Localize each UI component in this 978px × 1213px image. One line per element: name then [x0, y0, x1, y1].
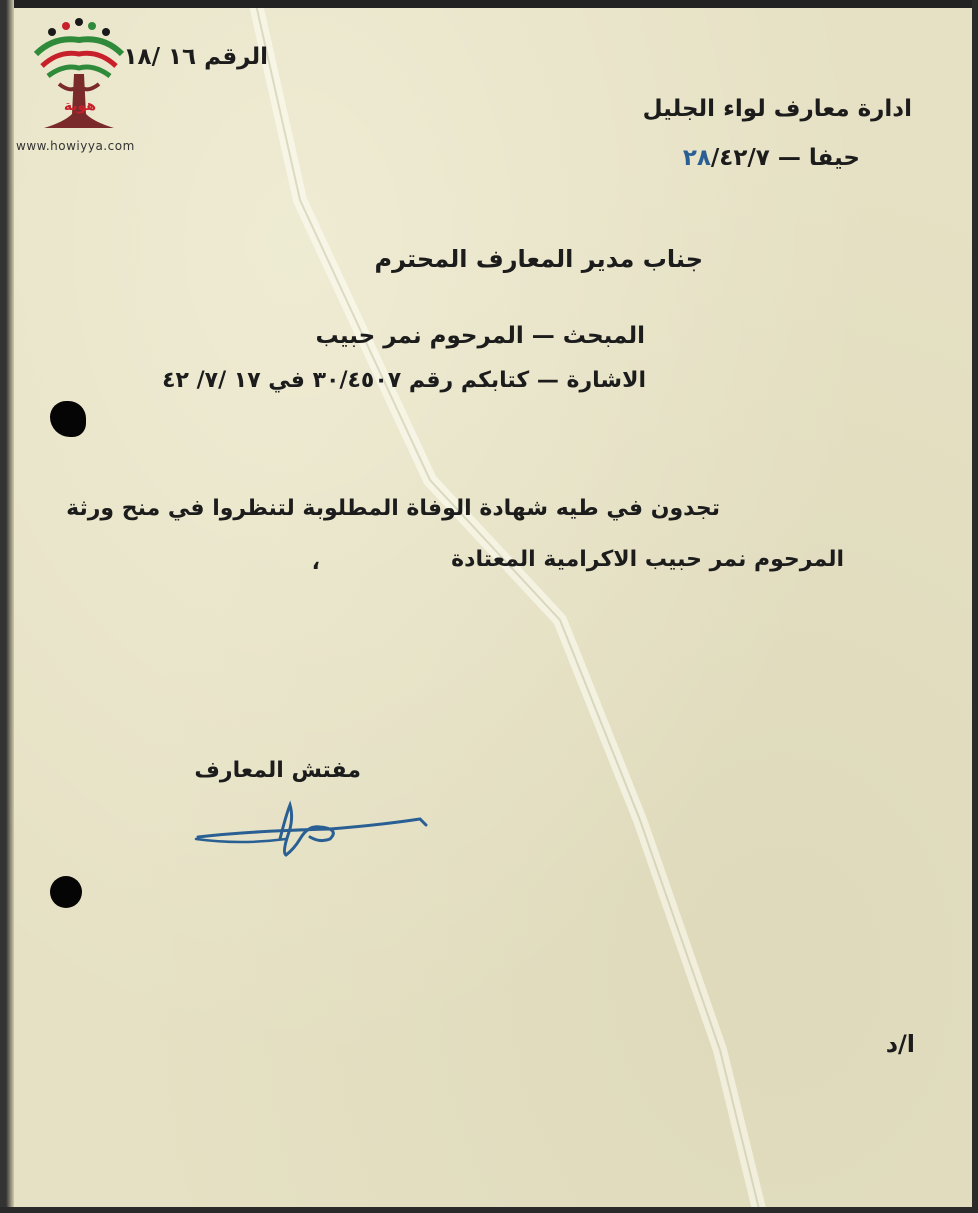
signer-title: مفتش المعارف — [194, 758, 361, 783]
watermark-url: www.howiyya.com — [16, 139, 135, 153]
scan-edge-right — [972, 0, 978, 1213]
reference-line: الاشارة — كتابكم رقم ٣٠/٤٥٠٧ في ١٧ /٧/ ٤٢ — [162, 368, 646, 393]
handwritten-signature — [190, 795, 440, 865]
punch-hole-upper — [50, 401, 86, 437]
body-comma: ، — [311, 550, 320, 575]
city-date-prefix: حيفا — — [777, 145, 860, 171]
howiyya-logo — [14, 14, 144, 154]
subject-line: المبحث — المرحوم نمر حبيب — [315, 323, 645, 349]
scan-edge-bottom — [0, 1207, 978, 1213]
scan-edge-left — [0, 0, 14, 1213]
city-date-rest: /٤٢/٧ — [710, 145, 770, 171]
body-line-2: المرحوم نمر حبيب الاكرامية المعتادة — [451, 547, 844, 572]
department-header: ادارة معارف لواء الجليل — [642, 96, 912, 122]
punch-hole-lower — [50, 876, 82, 908]
logo-text: هوية — [63, 98, 97, 114]
reference-number: الرقم ١٦ /١٨ — [123, 44, 268, 70]
city-date — [683, 145, 860, 171]
scan-edge-top — [0, 0, 978, 8]
body-line-1: تجدون في طيه شهادة الوفاة المطلوبة لتنظروا في منح ورثة — [66, 496, 720, 521]
city-date-day: ٢٨ — [682, 145, 711, 171]
salutation: جناب مدير المعارف المحترم — [374, 245, 703, 273]
typist-initials: ا/د — [885, 1030, 915, 1058]
